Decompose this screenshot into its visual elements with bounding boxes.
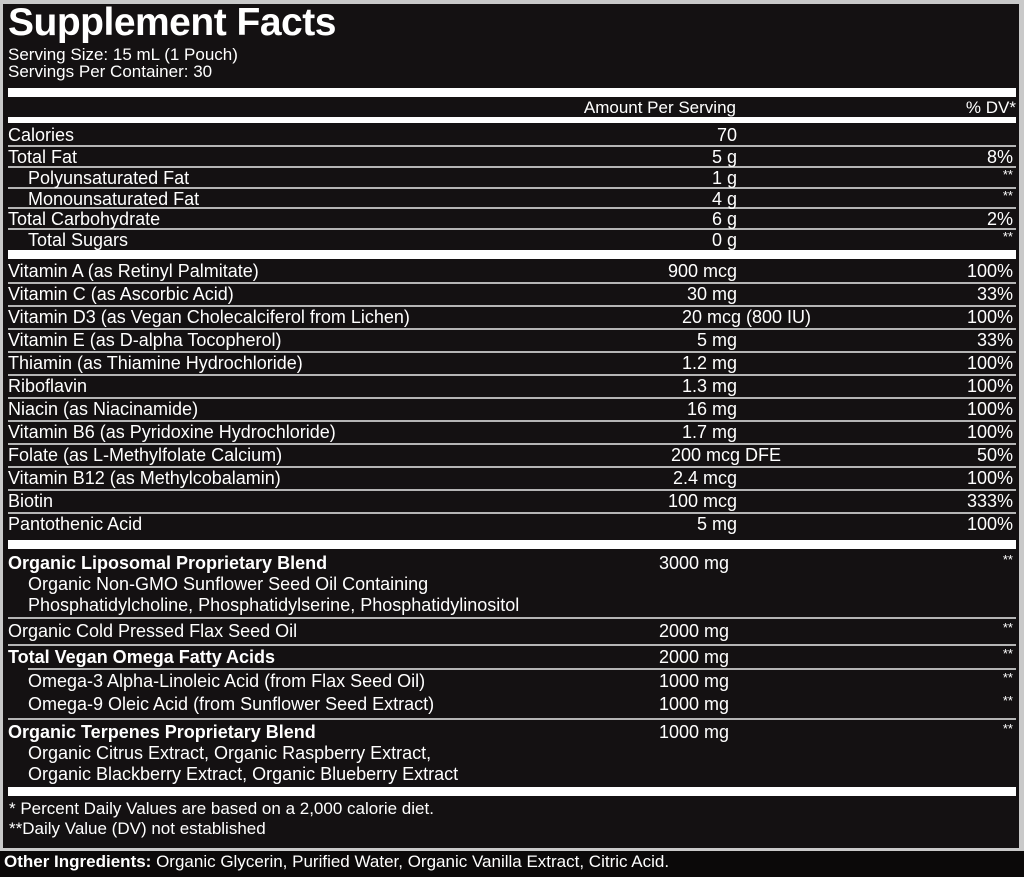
nutrient-amount: 70	[716, 125, 737, 145]
omega-item-row	[8, 671, 1016, 694]
vitamin-name: Vitamin E (as D-alpha Tocopherol)	[8, 330, 282, 350]
omega-item-name: Omega-9 Oleic Acid (from Sunflower Seed Extract)	[28, 694, 435, 714]
vitamin-row	[8, 491, 1016, 514]
vitamin-name: Vitamin C (as Ascorbic Acid)	[8, 284, 234, 304]
blend-row-liposomal	[8, 553, 1016, 619]
divider-thick	[8, 250, 1016, 259]
divider-thick	[8, 88, 1016, 97]
vitamin-amount: 5 mg	[696, 330, 737, 350]
vitamin-amount: 16 mg	[686, 399, 737, 419]
vitamin-name: Folate (as L-Methylfolate Calcium)	[8, 445, 283, 465]
blend-name: Organic Terpenes Proprietary Blend	[8, 722, 316, 742]
blend-dv: **	[1002, 552, 1013, 567]
omega-item-amount: 1000 mg	[659, 671, 730, 691]
blend-amount: 2000 mg	[659, 647, 730, 667]
blend-row-flax	[8, 621, 1016, 646]
nutrient-dv: **	[1002, 167, 1013, 182]
vitamin-amount: 2.4 mcg	[672, 468, 737, 488]
omega-item-name: Omega-3 Alpha-Linoleic Acid (from Flax Seed Oil)	[28, 671, 426, 691]
blend-dv: **	[1002, 721, 1013, 736]
blend-name: Organic Liposomal Proprietary Blend	[8, 553, 328, 573]
vitamin-dv: 100%	[966, 514, 1013, 534]
nutrient-row	[8, 189, 1016, 209]
vitamin-amount: 1.3 mg	[681, 376, 737, 396]
vitamin-row	[8, 445, 1016, 468]
vitamin-row	[8, 468, 1016, 491]
nutrient-row	[8, 168, 1016, 189]
vitamin-name: Pantothenic Acid	[8, 514, 143, 534]
nutrient-dv: **	[1002, 188, 1013, 203]
vitamin-name: Vitamin B6 (as Pyridoxine Hydrochloride)	[8, 422, 336, 442]
vitamin-name: Vitamin B12 (as Methylcobalamin)	[8, 468, 281, 488]
panel-title: Supplement Facts	[8, 1, 336, 44]
vitamin-dv: 100%	[966, 468, 1013, 488]
servings-per-container: Servings Per Container: 30	[8, 62, 213, 81]
blend-amount: 3000 mg	[659, 553, 730, 573]
vitamin-amount: 30 mg	[686, 284, 737, 304]
vitamin-dv: 333%	[966, 491, 1013, 511]
vitamin-amount: 5 mg	[696, 514, 737, 534]
nutrient-row	[8, 125, 1016, 147]
nutrient-name: Total Sugars	[28, 230, 129, 250]
blend-row-terpenes	[8, 722, 1016, 786]
nutrient-name: Total Carbohydrate	[8, 209, 161, 229]
vitamin-row	[8, 330, 1016, 353]
blend-amount: 1000 mg	[659, 722, 730, 742]
footnote-dv-not-established: **Daily Value (DV) not established	[9, 819, 266, 838]
vitamin-row	[8, 514, 1016, 537]
nutrient-dv: 8%	[986, 147, 1013, 167]
nutrient-dv: 2%	[986, 209, 1013, 229]
other-ingredients-text: Organic Glycerin, Purified Water, Organic Vanilla Extract, Citric Acid.	[151, 852, 670, 871]
nutrient-name: Monounsaturated Fat	[28, 189, 200, 209]
omega-item-row	[8, 694, 1016, 720]
nutrient-name: Polyunsaturated Fat	[28, 168, 190, 188]
amount-per-serving-header: Amount Per Serving	[583, 98, 736, 117]
vitamin-row	[8, 422, 1016, 445]
vitamin-row	[8, 376, 1016, 399]
other-ingredients-label: Other Ingredients:	[4, 852, 152, 871]
omega-item-amount: 1000 mg	[659, 694, 730, 714]
footnote-percent-dv: * Percent Daily Values are based on a 2,000 calorie diet.	[9, 799, 434, 818]
vitamin-dv: 33%	[976, 284, 1013, 304]
vitamin-dv: 100%	[966, 376, 1013, 396]
vitamin-row	[8, 307, 1016, 330]
vitamin-dv: 33%	[976, 330, 1013, 350]
vitamin-amount: 100 mcg	[667, 491, 737, 511]
vitamin-name: Vitamin A (as Retinyl Palmitate)	[8, 261, 259, 281]
vitamin-dv: 50%	[976, 445, 1013, 465]
blend-name: Total Vegan Omega Fatty Acids	[8, 647, 276, 667]
vitamin-row	[8, 399, 1016, 422]
vitamin-row	[8, 261, 1016, 284]
omega-item-dv: **	[1002, 693, 1013, 708]
vitamin-name: Niacin (as Niacinamide)	[8, 399, 199, 419]
nutrient-name: Total Fat	[8, 147, 78, 167]
blend-sub-line: Phosphatidylcholine, Phosphatidylserine, Phosphatidylinositol	[28, 595, 520, 615]
blend-sub-line: Organic Non-GMO Sunflower Seed Oil Containing	[28, 574, 429, 594]
nutrient-row	[8, 147, 1016, 168]
blend-dv: **	[1002, 620, 1013, 635]
nutrient-row	[8, 209, 1016, 230]
vitamin-amount: 1.2 mg	[681, 353, 737, 373]
vitamin-row	[8, 353, 1016, 376]
omega-item-dv: **	[1002, 670, 1013, 685]
nutrient-amount: 1 g	[711, 168, 737, 188]
divider-thick	[8, 787, 1016, 796]
blend-amount: 2000 mg	[659, 621, 730, 641]
vitamin-amount: 1.7 mg	[681, 422, 737, 442]
blend-name: Organic Cold Pressed Flax Seed Oil	[8, 621, 298, 641]
serving-size: Serving Size: 15 mL (1 Pouch)	[8, 45, 238, 64]
blend-dv: **	[1002, 646, 1013, 661]
divider-medium	[8, 117, 1016, 123]
nutrient-name: Calories	[8, 125, 75, 145]
percent-dv-header: % DV*	[965, 98, 1016, 117]
vitamin-amount: 200 mcg DFE	[670, 445, 781, 465]
vitamin-row	[8, 284, 1016, 307]
vitamin-name: Biotin	[8, 491, 54, 511]
blend-row-omega	[8, 647, 1016, 670]
vitamin-amount: 20 mcg (800 IU)	[681, 307, 811, 327]
supplement-facts-panel	[3, 1, 1019, 848]
vitamin-dv: 100%	[966, 307, 1013, 327]
other-ingredients	[0, 851, 1024, 877]
vitamin-name: Vitamin D3 (as Vegan Cholecalciferol from Lichen)	[8, 307, 410, 327]
vitamin-dv: 100%	[966, 422, 1013, 442]
nutrient-amount: 5 g	[711, 147, 737, 167]
vitamin-dv: 100%	[966, 353, 1013, 373]
blend-sub-line: Organic Blackberry Extract, Organic Blueberry Extract	[28, 764, 459, 784]
vitamin-dv: 100%	[966, 261, 1013, 281]
nutrient-amount: 0 g	[711, 230, 737, 250]
nutrient-dv: **	[1002, 229, 1013, 244]
divider-thin-indented	[28, 668, 1016, 670]
nutrient-row	[8, 230, 1016, 250]
vitamin-name: Thiamin (as Thiamine Hydrochloride)	[8, 353, 303, 373]
nutrient-amount: 4 g	[711, 189, 737, 209]
nutrient-amount: 6 g	[711, 209, 737, 229]
vitamin-amount: 900 mcg	[667, 261, 737, 281]
vitamin-dv: 100%	[966, 399, 1013, 419]
vitamin-name: Riboflavin	[8, 376, 88, 396]
blend-sub-line: Organic Citrus Extract, Organic Raspberry Extract,	[28, 743, 432, 763]
divider-thick	[8, 540, 1016, 549]
